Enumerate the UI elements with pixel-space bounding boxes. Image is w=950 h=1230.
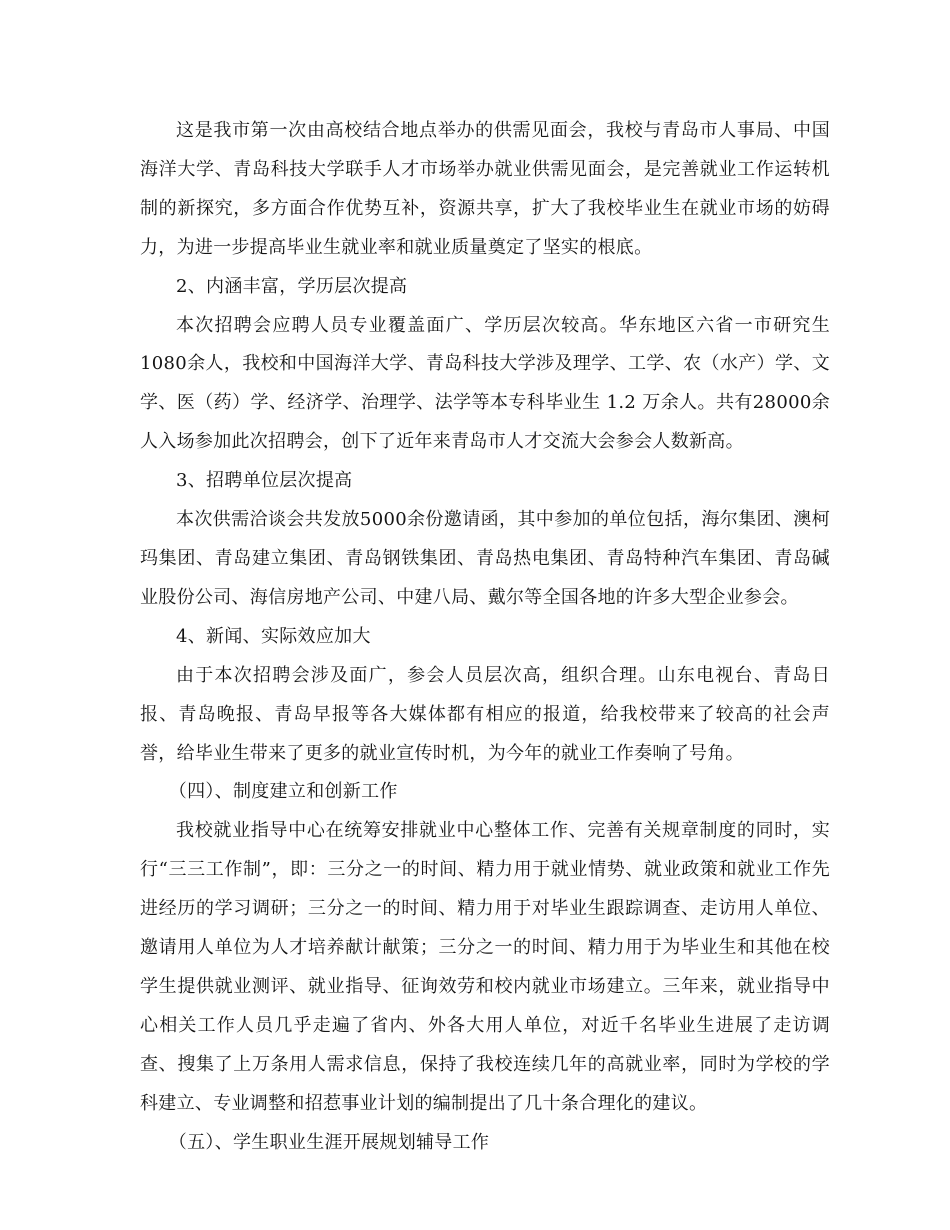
section-heading-four: （四）、制度建立和创新工作 [168, 781, 398, 803]
paragraph-intro: 这是我市第一次由高校结合地点举办的供需见面会，我校与青岛市人事局、中国海洋大学、青岛科技大学联手人才市场举办就业供需见面会，是完善就业工作运转机制的新探究，多方面合作优势互补，资源共享，扩大了我校毕业生在就业市场的妨碍力，为进一步提高毕业生就业率和就业质量奠定了坚实的根底。 [140, 120, 830, 258]
paragraph-employers: 本次供需洽谈会共发放5000余份邀请函，其中参加的单位包括，海尔集团、澳柯玛集团、青岛建立集团、青岛钢铁集团、青岛热电集团、青岛特种汽车集团、青岛碱业股份公司、海信房地产公司、中建八局、戴尔等全国各地的许多大型企业参会。 [140, 509, 830, 608]
section-heading-3: 3、招聘单位层次提高 [176, 470, 353, 492]
paragraph-system: 我校就业指导中心在统筹安排就业中心整体工作、完善有关规章制度的同时，实行“三三工作制”，即：三分之一的时间、精力用于就业情势、就业政策和就业工作先进经历的学习调研；三分之一的时间、精力用于对毕业生跟踪调查、走访用人单位、邀请用人单位为人才培养献计献策；三分之一的时间、精力用于为毕业生和其他在校学生提供就业测评、就业指导、征询效劳和校内就业市场建立。三年来，就业指导中心相关工作人员几乎走遍了省内、外各大用人单位，对近千名毕业生进展了走访调查、搜集了上万条用人需求信息，保持了我校连续几年的高就业率，同时为学校的学科建立、专业调整和招惹事业计划的编制提出了几十条合理化的建议。 [140, 820, 830, 1114]
section-heading-4: 4、新闻、实际效应加大 [176, 625, 371, 647]
section-heading-five: （五）、学生职业生涯开展规划辅导工作 [168, 1131, 490, 1153]
section-heading-2: 2、内涵丰富，学历层次提高 [176, 275, 408, 297]
paragraph-media: 由于本次招聘会涉及面广，参会人员层次高，组织合理。山东电视台、青岛日报、青岛晚报、青岛早报等各大媒体都有相应的报道，给我校带来了较高的社会声誉，给毕业生带来了更多的就业宣传时机，为今年的就业工作奏响了号角。 [140, 664, 830, 764]
paragraph-applicants: 本次招聘会应聘人员专业覆盖面广、学历层次较高。华东地区六省一市研究生1080余人，我校和中国海洋大学、青岛科技大学涉及理学、工学、农（水产）学、文学、医（药）学、经济学、治理学、法学等本专科毕业生 1.2 万余人。共有28000余人入场参加此次招聘会，创下了近年来青岛市人才交流大会参会人数新高。 [140, 314, 830, 453]
document-body [140, 112, 830, 1162]
